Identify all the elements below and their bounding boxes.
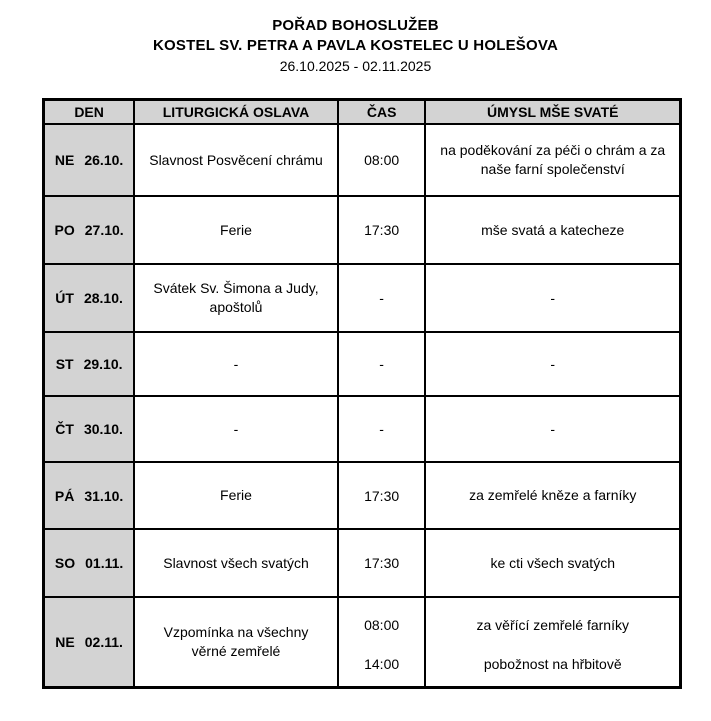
table-row (44, 332, 681, 396)
col-header-umysl: ÚMYSL MŠE SVATÉ (425, 100, 680, 125)
time-cell: 17:30 (338, 529, 426, 597)
day-cell (44, 264, 135, 332)
time-cell: - (338, 396, 426, 462)
day-abbrev: SO (54, 555, 76, 571)
col-header-cas: ČAS (338, 100, 426, 125)
day-cell (44, 597, 135, 687)
day-cell (44, 124, 135, 196)
day-cell (44, 396, 135, 462)
day-date: 28.10. (83, 290, 123, 306)
intention-cell: na poděkování za péči o chrám a za naše farní společenství (425, 124, 680, 196)
table-row (44, 597, 681, 687)
day-abbrev: ÚT (55, 290, 74, 306)
day-date: 26.10. (84, 152, 124, 168)
celebration-cell: Svátek Sv. Šimona a Judy, apoštolů (134, 264, 338, 332)
col-header-den: DEN (44, 100, 135, 125)
table-row (44, 529, 681, 597)
day-date: 02.11. (84, 633, 123, 650)
document-title: POŘAD BOHOSLUŽEB (272, 17, 439, 34)
intention-cell: za zemřelé kněze a farníky (425, 462, 680, 529)
day-cell (44, 332, 135, 396)
table-row (44, 462, 681, 529)
intention-cell: ke cti všech svatých (425, 529, 680, 597)
day-abbrev: ČT (55, 421, 74, 437)
time-entry: 08:00 (364, 616, 400, 633)
day-date: 29.10. (83, 356, 123, 372)
time-cell: - (338, 264, 426, 332)
table-row (44, 124, 681, 196)
intention-entry: za věřící zemřelé farníky (476, 616, 629, 633)
celebration-cell: - (134, 396, 338, 462)
day-abbrev: PÁ (54, 487, 75, 504)
church-name: KOSTEL SV. PETRA A PAVLA KOSTELEC U HOLEŠOVA (153, 37, 558, 54)
day-cell (44, 529, 135, 597)
celebration-cell: - (134, 332, 338, 396)
intention-cell (425, 597, 680, 687)
header-row (44, 100, 681, 125)
day-cell (44, 462, 135, 529)
time-cell: 17:30 (338, 462, 426, 529)
day-date: 27.10. (84, 222, 124, 238)
day-cell (44, 196, 135, 264)
day-abbrev: NE (54, 152, 75, 168)
time-cell: 08:00 (338, 124, 426, 196)
date-range: 26.10.2025 - 02.11.2025 (279, 58, 432, 74)
time-cell (338, 597, 426, 687)
time-entry: 14:00 (364, 655, 400, 672)
intention-entry: pobožnost na hřbitově (483, 655, 622, 672)
celebration-cell: Slavnost Posvěcení chrámu (134, 124, 338, 196)
day-abbrev: ST (55, 356, 74, 372)
time-cell: - (338, 332, 426, 396)
intention-cell: mše svatá a katecheze (425, 196, 680, 264)
day-date: 31.10. (84, 487, 124, 504)
table-row (44, 196, 681, 264)
day-date: 30.10. (83, 421, 123, 437)
day-abbrev: NE (55, 633, 75, 650)
day-date: 01.11. (85, 555, 124, 571)
day-abbrev: PO (54, 222, 75, 238)
table-row (44, 396, 681, 462)
table-row (44, 264, 681, 332)
document-header (0, 16, 711, 76)
intention-cell: - (425, 264, 680, 332)
celebration-cell: Slavnost všech svatých (134, 529, 338, 597)
celebration-cell: Vzpomínka na všechny věrné zemřelé (134, 597, 338, 687)
time-cell: 17:30 (338, 196, 426, 264)
celebration-cell: Ferie (134, 196, 338, 264)
intention-cell: - (425, 332, 680, 396)
schedule-table (42, 98, 682, 689)
col-header-oslava: LITURGICKÁ OSLAVA (134, 100, 338, 125)
intention-cell: - (425, 396, 680, 462)
celebration-cell: Ferie (134, 462, 338, 529)
